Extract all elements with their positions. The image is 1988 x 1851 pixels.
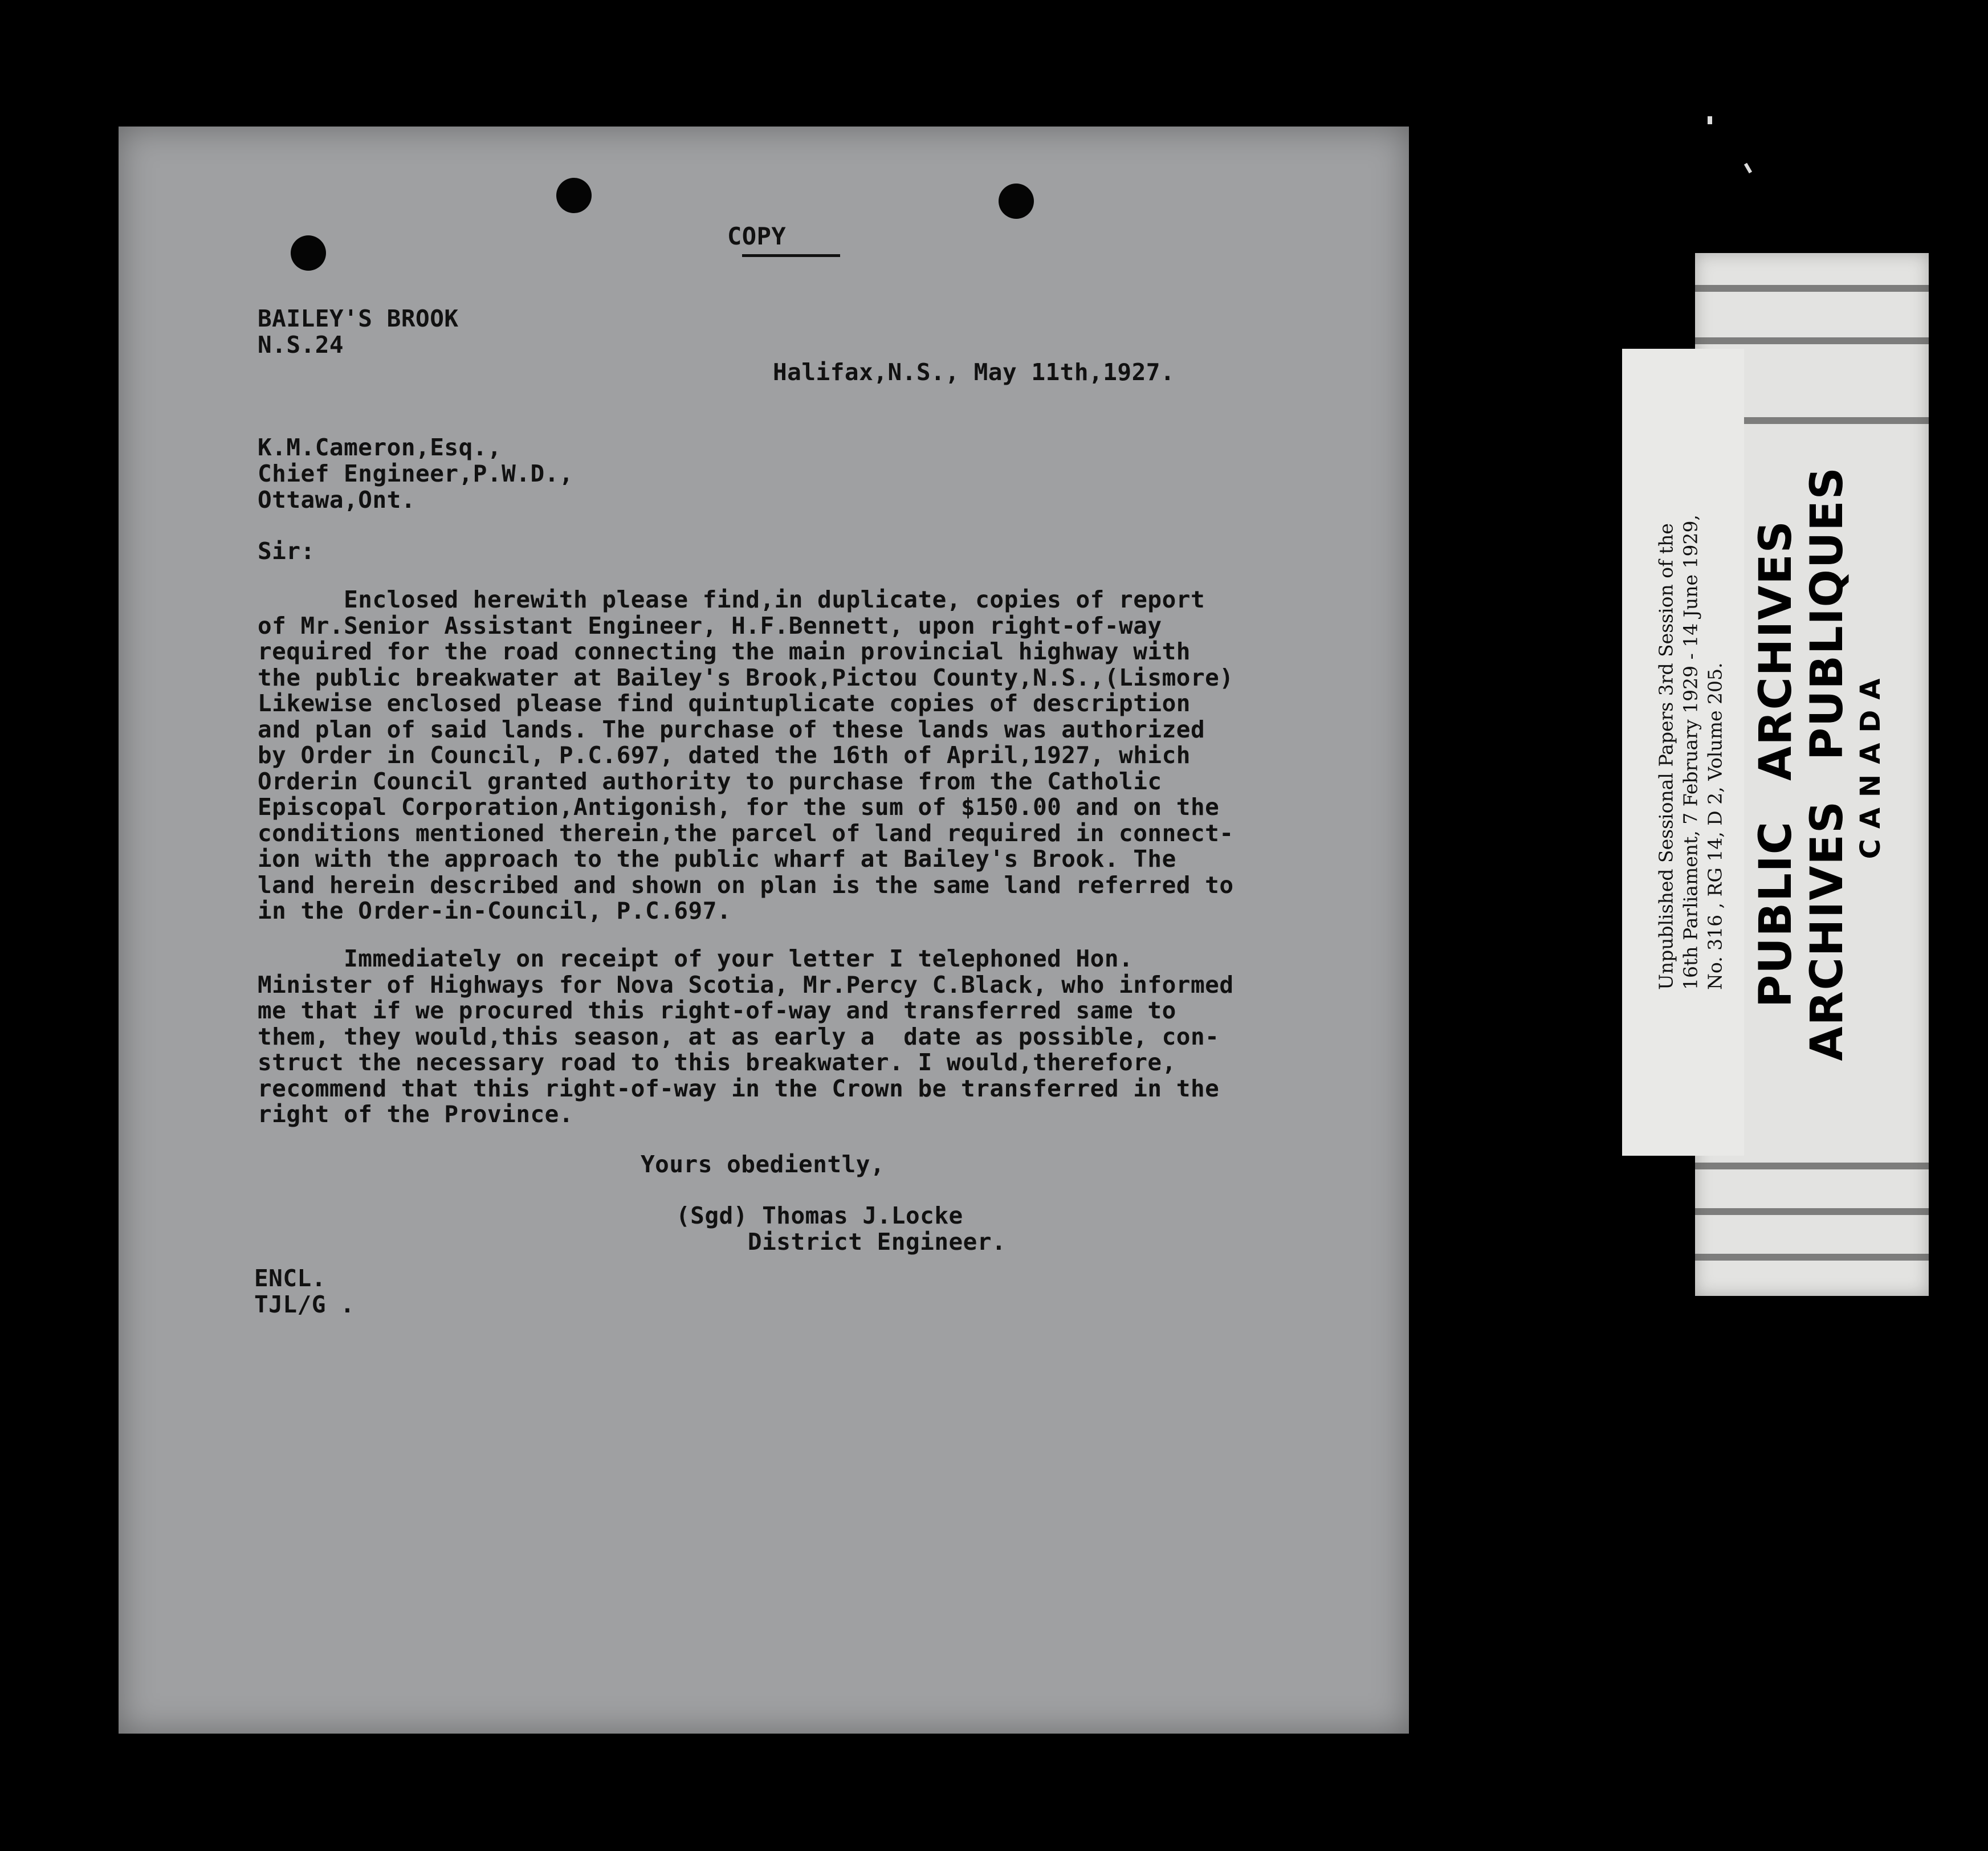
date-line: Halifax,N.S., May 11th,1927. [773, 358, 1175, 386]
punch-hole-right [999, 184, 1034, 219]
closing: Yours obediently, [641, 1151, 885, 1178]
stamp-archives-fr: ARCHIVES [1802, 800, 1853, 1061]
stamp-band [1695, 1208, 1929, 1215]
film-speck [1708, 116, 1712, 124]
punch-hole-left [291, 235, 326, 271]
file-reference: BAILEY'S BROOK N.S.24 [258, 305, 459, 358]
stamp-band [1695, 1163, 1929, 1169]
copy-heading: COPY [727, 222, 787, 250]
stamp-band [1695, 285, 1929, 292]
enclosure-note: ENCL. TJL/G . [254, 1265, 355, 1318]
punch-hole-center [556, 178, 592, 213]
salutation: Sir: [258, 537, 315, 565]
signature-block: (Sgd) Thomas J.Locke District Engineer. [676, 1202, 1007, 1255]
stamp-archives: ARCHIVES [1750, 520, 1802, 781]
archive-reference-text: Unpublished Sessional Papers 3rd Session of the 16th Parliament, 7 February 1929 - 14 June 1929, No. 316 , RG 14, D 2, Volume 205. [1655, 515, 1726, 990]
letter-page [119, 127, 1409, 1734]
stamp-band [1695, 1254, 1929, 1261]
body-paragraph-1: Enclosed herewith please find,in duplicate, copies of report of Mr.Senior Assistant Engineer, H.F.Bennett, upon right-of-way required for the road connecting the main provincial highway with the public breakwater at Bailey's Brook,Pictou County,N.S.,(Lismore) Likewise enclosed please find quintuplicate copies of description and plan of said lands. The purchase of these lands was authorized by Order in Council, P.C.697, dated the 16th of April,1927, which Orderin Council granted authority to purchase from the Catholic Episcopal Corporation,Antigonish, for the sum of $150.00 and on the conditions mentioned therein,the parcel of land required in connect- ion with the approach to the public wharf at Bailey's Brook. The land herein described and shown on plan is the same land referred to in the Order-in-Council, P.C.697. [258, 586, 1234, 924]
body-paragraph-2: Immediately on receipt of your letter I telephoned Hon. Minister of Highways for Nova Scotia, Mr.Percy C.Black, who informed me that if we procured this right-of-way and transferred same to them, they would,this season, at as early a date as possible, con- struct the necessary road to this breakwater. I would,therefore, recommend that this right-of-way in the Crown be transferred in the right of the Province. [258, 945, 1234, 1128]
copy-heading-underline [742, 254, 840, 257]
stamp-publiques: PUBLIQUES [1802, 466, 1853, 760]
stamp-public: PUBLIC [1750, 820, 1802, 1008]
addressee-block: K.M.Cameron,Esq., Chief Engineer,P.W.D., Ottawa,Ont. [258, 434, 574, 513]
stamp-canada: CANADA [1855, 668, 1887, 859]
film-speck [1744, 163, 1752, 174]
stamp-band [1695, 337, 1929, 344]
archive-stamp [1750, 466, 1888, 1061]
